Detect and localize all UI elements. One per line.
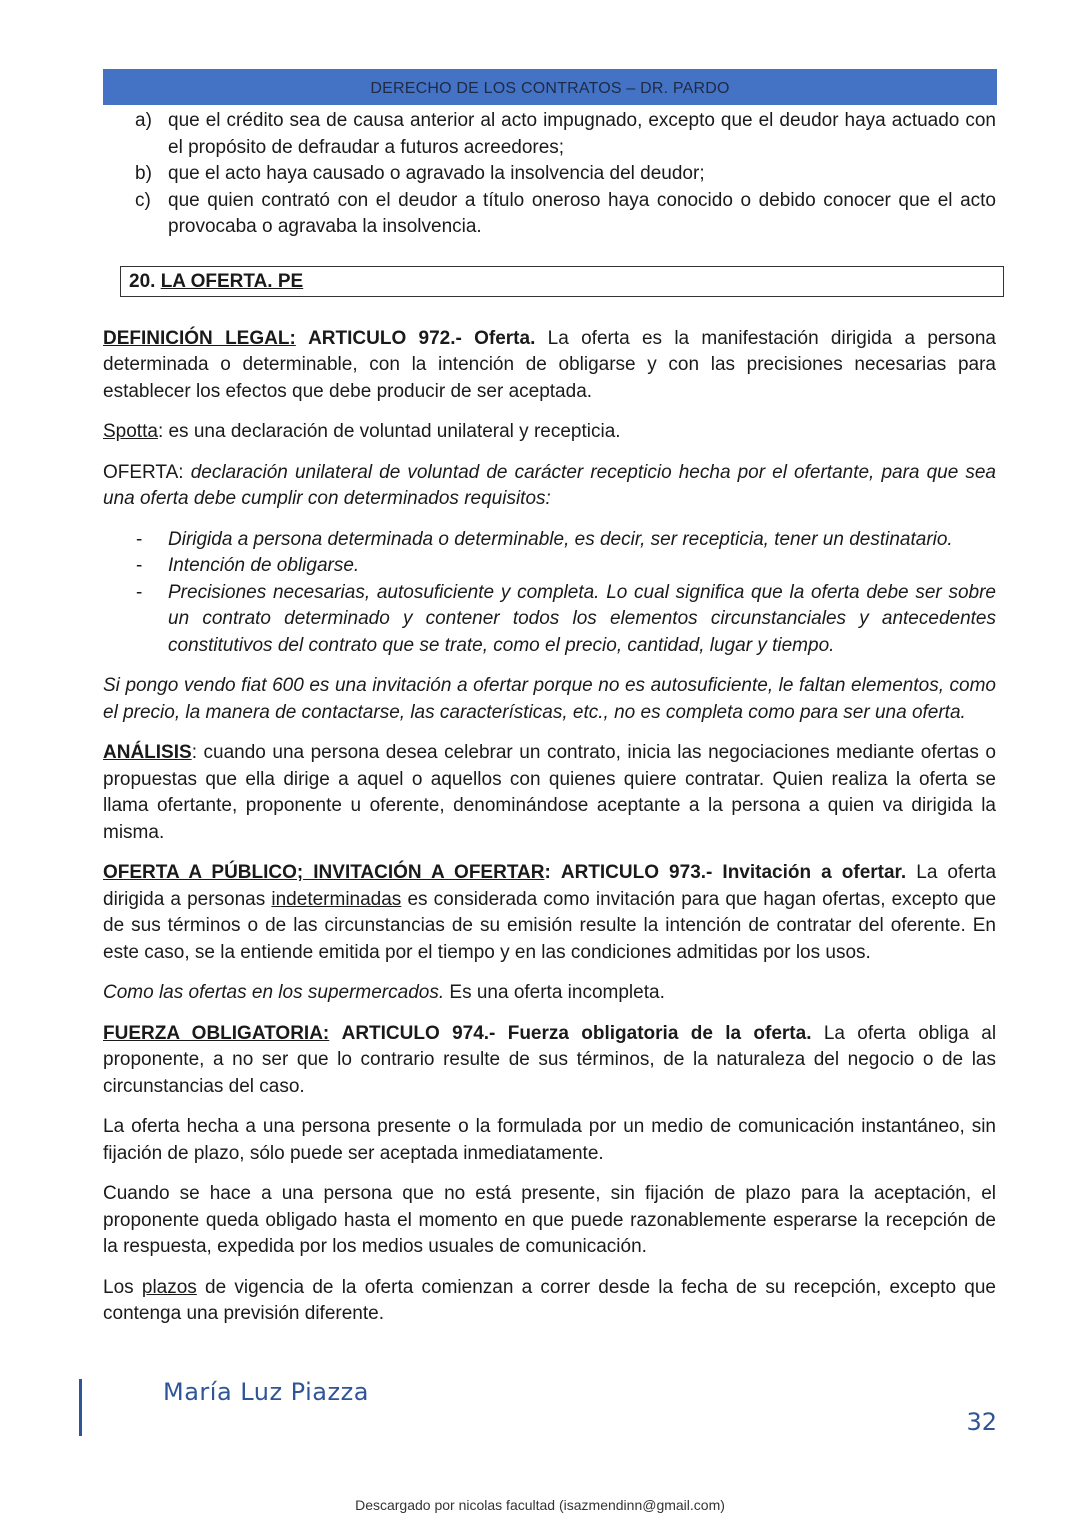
requisito-text: Precisiones necesarias, autosuficiente y completa. Lo cual significa que la oferta debe ser sobre un contrato determinado y contener todos los elementos circunstanciales y antecedentes constitutivos del contrato que se trate, como el precio, cantidad, lugar y tiempo. [168,581,996,656]
list-item [103,188,996,241]
spotta-paragraph [103,419,996,446]
analisis-paragraph [103,740,996,846]
requisito-text: Dirigida a persona determinada o determinable, es decir, ser recepticia, tener un destinatario. [168,528,953,550]
ejemplo-paragraph: Si pongo vendo fiat 600 es una invitación a ofertar porque no es autosuficiente, le faltan elementos, como el precio, la manera de contactarse, las características, etc., no es completa como para ser una oferta. [103,675,996,723]
list-item-text: que quien contrató con el deudor a título oneroso haya conocido o debido conocer que el acto provocaba o agravaba la insolvencia. [168,189,996,237]
fuerza-obligatoria-label: FUERZA OBLIGATORIA: [103,1022,330,1044]
plazos-underlined: plazos [141,1276,197,1298]
oferta-paragraph [103,460,996,513]
section-heading [120,266,1004,297]
list-item [103,161,996,188]
header-title: DERECHO DE LOS CONTRATOS – DR. PARDO [370,80,730,97]
oferta-publico-paragraph: OFERTA A PÚBLICO; INVITACIÓN A OFERTAR: ARTICULO 973.- Invitación a ofertar. La oferta dirigida a personas indeterminadas es considerada como invitación para que hagan ofertas, excepto que de sus términos o de las circunstancias de su emisión resulte la intención de contratar del oferente. En este caso, se la entiende emitida por el tiempo y en las condiciones admitidas por los usos. [103,862,997,963]
list-marker: b) [135,163,152,184]
list-marker: c) [135,189,151,211]
article-974-title: ARTICULO 974.- Fuerza obligatoria de la oferta. [341,1022,812,1044]
oferta-text: declaración unilateral de voluntad de carácter recepticio hecha por el ofertante, para que sea una oferta debe cumplir con determinados requisitos: [103,461,997,509]
article-973-title: ARTICULO 973.- Invitación a ofertar. [560,862,907,883]
fuerza-obligatoria-paragraph: FUERZA OBLIGATORIA: ARTICULO 974.- Fuerza obligatoria de la oferta. La oferta obliga al proponente, a no ser que lo contrario resulte de sus términos, de la naturaleza del negocio o de las circunstancias del caso. [103,1022,997,1097]
definicion-legal-paragraph [103,326,996,406]
spotta-label: Spotta [103,421,158,442]
list-item-text: que el acto haya causado o agravado la insolvencia del deudor; [168,163,705,184]
list-item: - Precisiones necesarias, autosuficiente y completa. Lo cual significa que la oferta debe ser sobre un contrato determinado y contener todos los elementos circunstanciales y antecedentes constitutivos del contrato que se trate, como el precio, cantidad, lugar y tiempo. [136,581,996,656]
persona-presente-paragraph: La oferta hecha a una persona presente o la formulada por un medio de comunicación instantáneo, sin fijación de plazo, sólo puede ser aceptada inmediatamente. [103,1116,996,1164]
plazos-paragraph: Los plazos de vigencia de la oferta comienzan a correr desde la fecha de su recepción, excepto que contenga una previsión diferente. [103,1276,997,1324]
persona-ausente-paragraph: Cuando se hace a una persona que no está presente, sin fijación de plazo para la aceptación, el proponente queda obligado hasta el momento en que puede razonablemente esperarse la recepción de la respuesta, expedida por los medios usuales de comunicación. [103,1183,996,1257]
analisis-label: ANÁLISIS [103,742,192,763]
page-number: 32 [966,1408,997,1436]
section-number: 20. [129,271,156,292]
list-item-text: que el crédito sea de causa anterior al acto impugnado, excepto que el deudor haya actuado con el propósito de defraudar a futuros acreedores; [168,110,996,158]
list-marker: a) [135,110,152,131]
download-notice: Descargado por nicolas facultad (isazmendinn@gmail.com) [355,1497,725,1513]
supermercados-paragraph: Como las ofertas en los supermercados. Es una oferta incompleta. [103,982,665,1003]
definicion-legal-label: DEFINICIÓN LEGAL: [103,327,296,349]
definicion-legal-text: La oferta es la manifestación dirigida a persona determinada o determinable, con la intención de obligarse y con las precisiones necesarias para establecer los efectos que debe producir de ser aceptada. [103,327,996,402]
spotta-text: : es una declaración de voluntad unilateral y recepticia. [157,421,621,442]
footer-accent-bar [79,1379,82,1436]
analisis-text: : cuando una persona desea celebrar un contrato, inicia las negociaciones mediante ofertas o propuestas que ella dirige a aquel o aquellos con quienes quiere contratar. Quien realiza la oferta se llama ofertante, proponente u oferente, denominándose aceptante a la persona a quien va dirigida la misma. [103,742,996,843]
indeterminadas-underlined: indeterminadas [271,888,402,910]
section-title: LA OFERTA. PE [160,271,304,292]
list-item [103,108,996,161]
oferta-publico-label: OFERTA A PÚBLICO; INVITACIÓN A OFERTAR [103,862,545,883]
oferta-label: OFERTA: [103,461,184,483]
article-972-title: ARTICULO 972.- Oferta. [308,327,536,349]
list-item: - Dirigida a persona determinada o determinable, es decir, ser recepticia, tener un destinatario. [136,528,953,550]
requisito-text: Intención de obligarse. [168,555,360,576]
page-header [103,69,997,105]
author-name: María Luz Piazza [163,1378,369,1406]
list-item: - Intención de obligarse. [136,555,360,576]
requisitos-list [103,527,996,660]
insolvency-requirements-list [103,108,996,241]
